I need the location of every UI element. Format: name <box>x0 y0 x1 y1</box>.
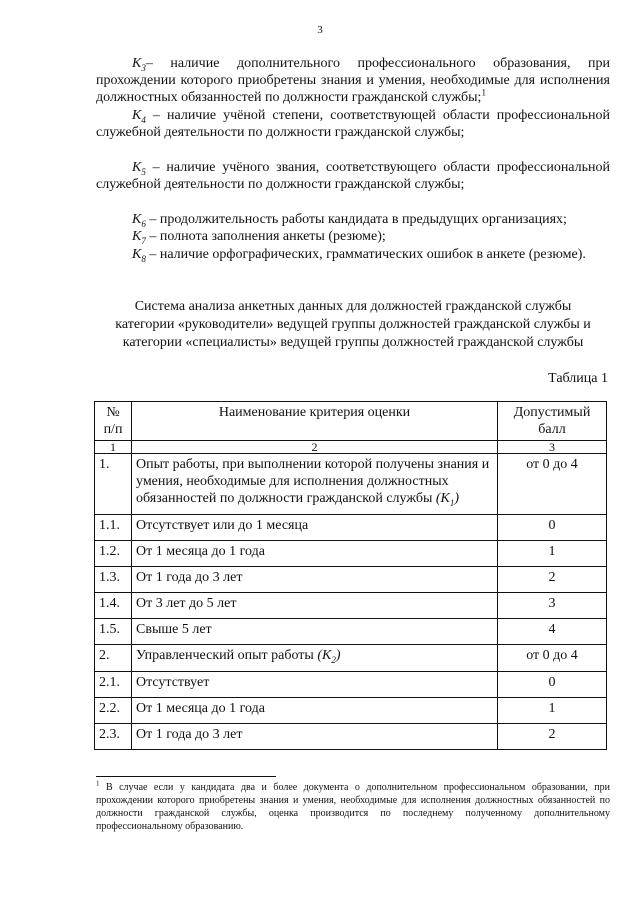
table-row <box>95 454 607 515</box>
table-row <box>95 697 607 723</box>
row-number: 2.3. <box>95 723 132 749</box>
header-number: № п/п <box>95 402 132 441</box>
section-heading <box>96 298 610 352</box>
row-score: 2 <box>498 723 607 749</box>
footnote-text: В случае если у кандидата два и более документа о дополнительном профессиональном образовании, при прохождении которого приобретены знания и умения, необходимые для исполнения должностных обязанностей по должности гражданской службы, оценка производится по последнему полученному дополнительному профессиональному образованию. <box>96 782 610 832</box>
row-criterion: Отсутствует или до 1 месяца <box>132 514 498 540</box>
criterion-symbol: $K_4$ <box>132 108 146 125</box>
row-score: 2 <box>498 566 607 592</box>
heading-line: Система анализа анкетных данных для должностей гражданской службы <box>134 299 572 314</box>
row-criterion: От 1 месяца до 1 года <box>132 697 498 723</box>
page-number: 3 <box>317 24 323 36</box>
row-number: 1.5. <box>95 618 132 644</box>
column-number-row <box>95 441 607 454</box>
row-score: от 0 до 4 <box>498 454 607 515</box>
heading-line: категории «специалисты» ведущей группы должностей гражданской службы <box>122 335 584 350</box>
row-number: 1.1. <box>95 514 132 540</box>
row-number: 1.4. <box>95 592 132 618</box>
row-number: 1.2. <box>95 540 132 566</box>
criterion-k6: $K_6$ – продолжительность работы кандидата в предыдущих организациях; <box>132 212 567 229</box>
criteria-table <box>94 401 607 750</box>
row-criterion: От 1 года до 3 лет <box>132 723 498 749</box>
row-score: от 0 до 4 <box>498 644 607 671</box>
criterion-k3: $K_3-$ наличие дополнительного профессионального образования, при прохождении которого приобретены знания и умения, необходимые для исполнения должностных обязанностей по должности гражданской службы;$^1$ <box>96 56 610 105</box>
column-number: 2 <box>132 441 498 454</box>
table-header-row <box>95 402 607 441</box>
header-criterion: Наименование критерия оценки <box>132 402 498 441</box>
table-row <box>95 540 607 566</box>
header-score: Допустимый балл <box>498 402 607 441</box>
row-criterion: Отсутствует <box>132 671 498 697</box>
row-score: 0 <box>498 514 607 540</box>
footnote-separator <box>96 776 276 777</box>
criterion-symbol: $K_6$ <box>132 212 146 229</box>
row-criterion: Управленческий опыт работы $(K_2)$ <box>132 644 498 671</box>
column-number: 1 <box>95 441 132 454</box>
row-score: 1 <box>498 697 607 723</box>
criterion-k5: $K_5$ – наличие учёного звания, соответствующего области профессиональной служебной деятельности по должности гражданской службы; <box>96 160 610 192</box>
row-number: 1.3. <box>95 566 132 592</box>
row-number: 1. <box>95 454 132 515</box>
row-number: 2.2. <box>95 697 132 723</box>
criterion-symbol: $K_8$ <box>132 247 146 264</box>
table-label: Таблица 1 <box>548 371 608 386</box>
criterion-symbol: $K_7$ <box>132 229 146 246</box>
column-number: 3 <box>498 441 607 454</box>
footnote <box>96 781 610 833</box>
row-score: 3 <box>498 592 607 618</box>
footnote-reference: 1 <box>481 87 486 98</box>
row-criterion: От 3 лет до 5 лет <box>132 592 498 618</box>
row-criterion: От 1 года до 3 лет <box>132 566 498 592</box>
row-score: 0 <box>498 671 607 697</box>
criterion-k4: $K_4$ – наличие учёной степени, соответствующей области профессиональной служебной деятельности по должности гражданской службы; <box>96 108 611 140</box>
criterion-symbol: $K_5$ <box>132 160 146 177</box>
row-criterion: Свыше 5 лет <box>132 618 498 644</box>
footnote-mark: 1 <box>96 779 100 788</box>
heading-line: категории «руководители» ведущей группы должностей гражданской службы и <box>115 317 591 332</box>
row-criterion: Опыт работы, при выполнении которой получены знания и умения, необходимые для исполнения должностных обязанностей по должности гражданской службы $(K_1)$ <box>132 454 498 515</box>
table-row <box>95 514 607 540</box>
criterion-symbol: $K_3$ <box>132 56 146 73</box>
criterion-k7: $K_7$ – полнота заполнения анкеты (резюме); <box>132 229 386 246</box>
row-criterion: От 1 месяца до 1 года <box>132 540 498 566</box>
criterion-k8: $K_8$ – наличие орфографических, грамматических ошибок в анкете (резюме). <box>132 247 586 264</box>
row-score: 1 <box>498 540 607 566</box>
row-number: 2.1. <box>95 671 132 697</box>
table-row <box>95 644 607 671</box>
row-score: 4 <box>498 618 607 644</box>
table-row <box>95 723 607 749</box>
row-number: 2. <box>95 644 132 671</box>
table-row <box>95 618 607 644</box>
table-row <box>95 671 607 697</box>
table-row <box>95 592 607 618</box>
table-row <box>95 566 607 592</box>
